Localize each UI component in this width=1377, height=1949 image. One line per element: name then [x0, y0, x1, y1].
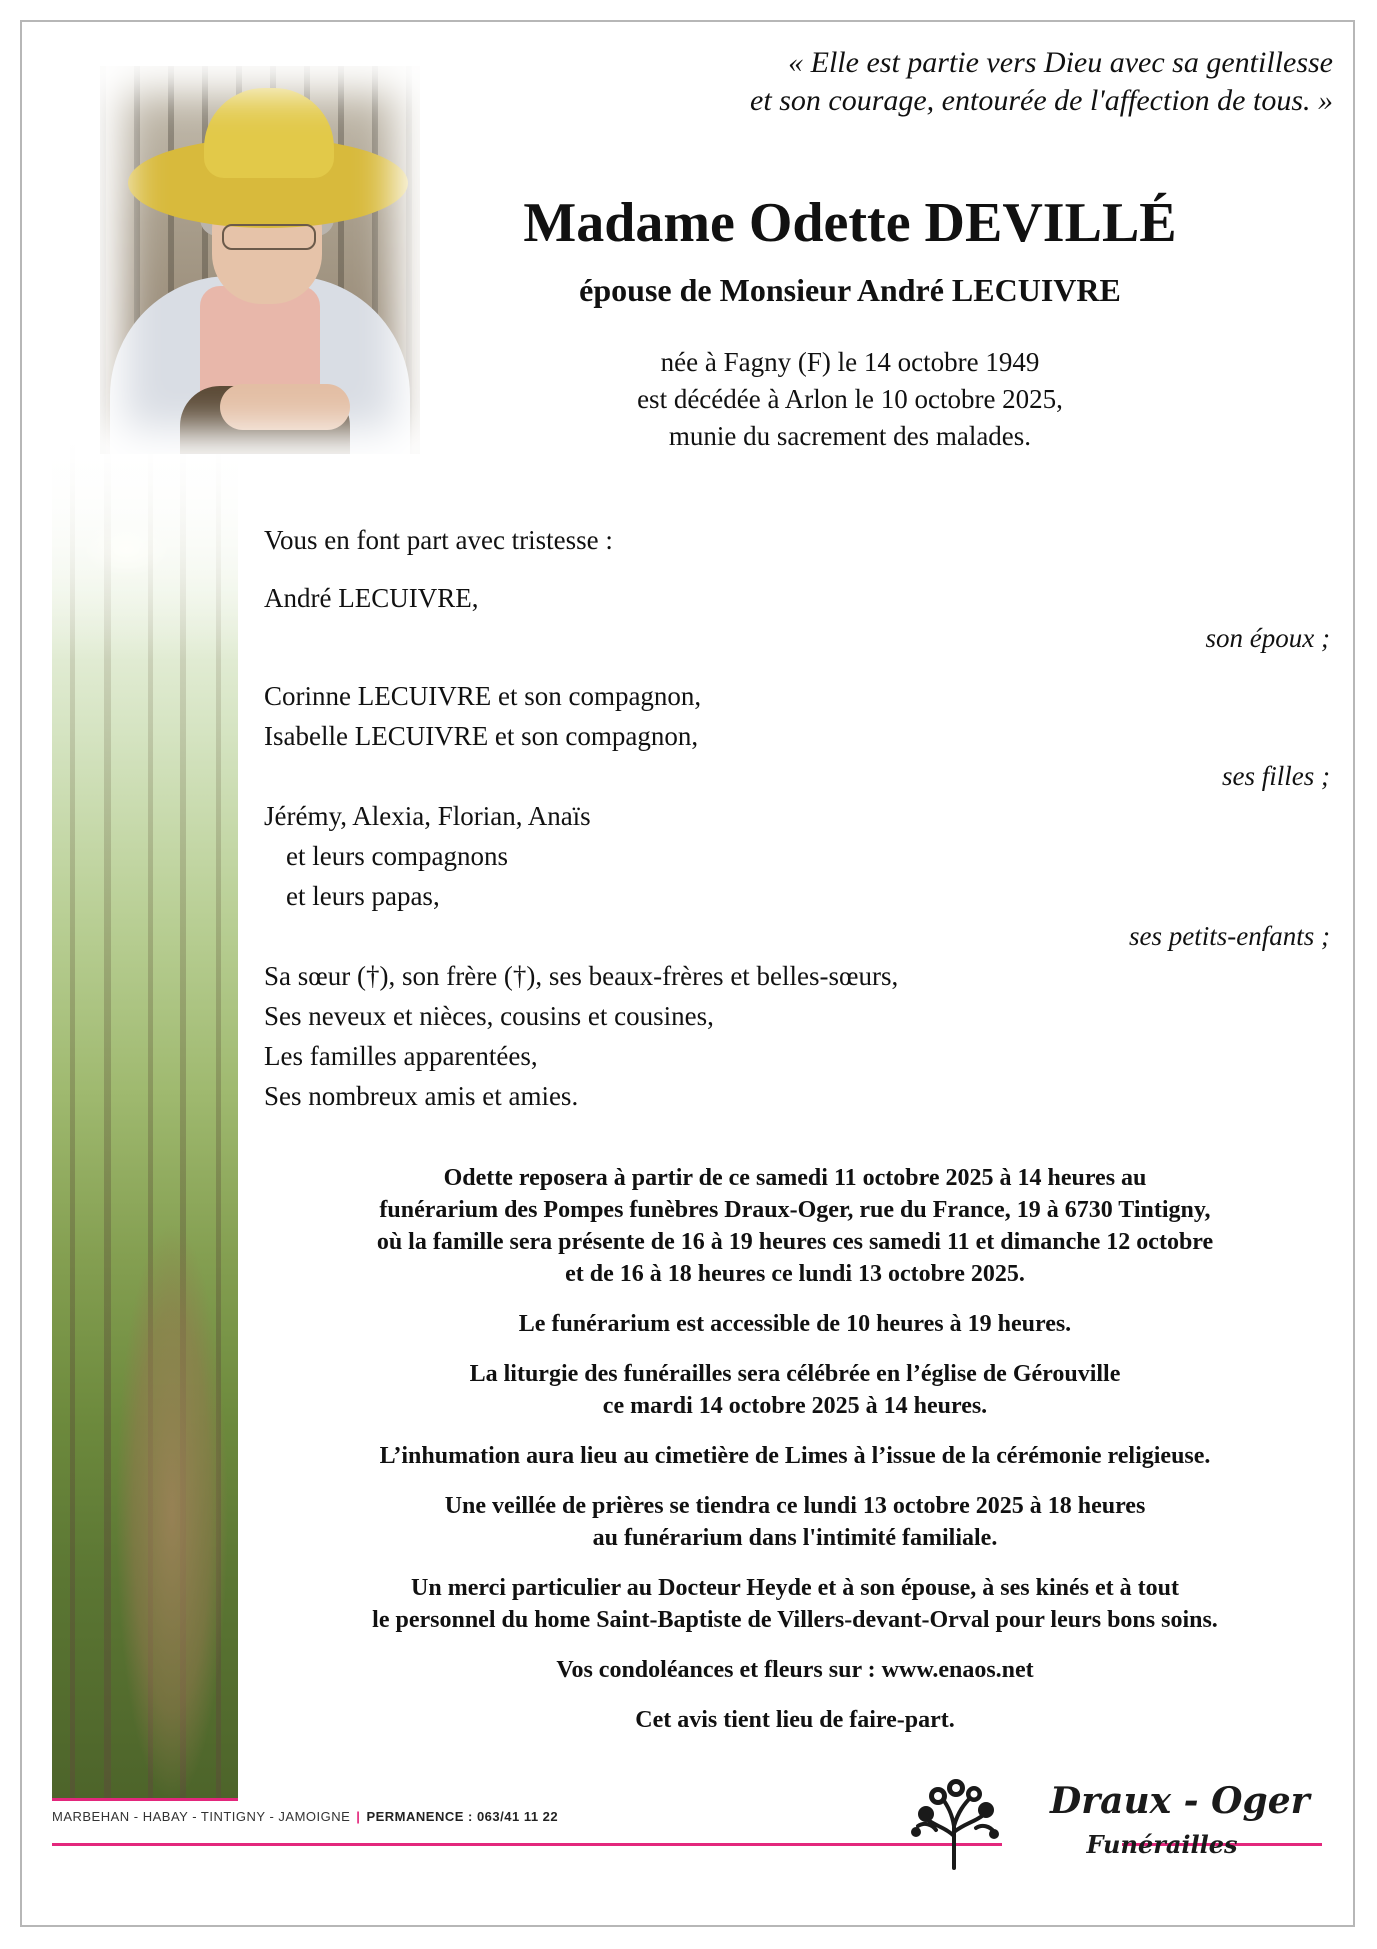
notice-line: Cet avis tient lieu de faire-part.	[635, 1707, 955, 1733]
portrait-photo	[100, 66, 420, 454]
notice-closing	[260, 1704, 1330, 1736]
notice-line: La liturgie des funérailles sera célébrée en l’église de Gérouville	[469, 1361, 1121, 1387]
tree-logo-icon	[906, 1776, 1002, 1872]
quote-line: « Elle est partie vers Dieu avec sa gentillesse	[788, 46, 1333, 79]
notice-liturgy	[260, 1358, 1330, 1422]
family-member: et leurs compagnons	[286, 841, 508, 871]
notice-thanks	[260, 1572, 1330, 1636]
family-member: Isabelle LECUIVRE et son compagnon,	[264, 721, 699, 751]
quote-line: et son courage, entourée de l'affection de tous. »	[750, 84, 1333, 117]
family-member: André LECUIVRE,	[264, 583, 479, 613]
relation-label: son époux ;	[1205, 623, 1330, 653]
notice-condolences	[260, 1654, 1330, 1686]
epitaph-quote	[573, 44, 1333, 120]
forest-accent-line	[52, 1798, 238, 1801]
notice-line: Le funérarium est accessible de 10 heures à 19 heures.	[518, 1311, 1072, 1337]
notice-burial	[260, 1440, 1330, 1472]
notice-line: et de 16 à 18 heures ce lundi 13 octobre 2025.	[565, 1261, 1025, 1287]
relation-label: ses petits-enfants ;	[1129, 921, 1330, 951]
relation-label: ses filles ;	[1222, 761, 1330, 791]
brand-subtitle: Funérailles	[1086, 1830, 1238, 1859]
notice-line: où la famille sera présente de 16 à 19 heures ces samedi 11 et dimanche 12 octobre	[376, 1229, 1214, 1255]
notice-vigil	[260, 1490, 1330, 1554]
deceased-name: Madame Odette DEVILLÉ	[523, 192, 1177, 254]
family-member: Corinne LECUIVRE et son compagnon,	[264, 681, 702, 711]
sacrament-line: munie du sacrement des malades.	[668, 421, 1032, 451]
birth-death-info	[460, 344, 1240, 455]
notice-line: L’inhumation aura lieu au cimetière de Limes à l’issue de la cérémonie religieuse.	[379, 1443, 1211, 1469]
forest-path-image	[52, 440, 238, 1800]
notice-line: Odette reposera à partir de ce samedi 11 octobre 2025 à 14 heures au	[443, 1165, 1147, 1191]
notice-line: au funérarium dans l'intimité familiale.	[592, 1525, 998, 1551]
notice-access	[260, 1308, 1330, 1340]
brand-name: Draux - Oger	[1050, 1780, 1310, 1822]
family-member: Sa sœur (†), son frère (†), ses beaux-frères et belles-sœurs,	[264, 961, 899, 991]
notice-line: le personnel du home Saint-Baptiste de Villers-devant-Orval pour leurs bons soins.	[372, 1607, 1218, 1633]
notice-line: Une veillée de prières se tiendra ce lundi 13 octobre 2025 à 18 heures	[444, 1493, 1146, 1519]
notice-rest	[260, 1162, 1330, 1290]
family-member: Jérémy, Alexia, Florian, Anaïs	[264, 801, 591, 831]
footer-permanence: PERMANENCE : 063/41 11 22	[366, 1809, 559, 1824]
spouse-line: épouse de Monsieur André LECUIVRE	[579, 272, 1121, 308]
family-member: Ses nombreux amis et amies.	[264, 1081, 579, 1111]
notice-line: Un merci particulier au Docteur Heyde et à son épouse, à ses kinés et à tout	[411, 1575, 1179, 1601]
notice-line: Vos condoléances et fleurs sur : www.enaos.net	[556, 1657, 1034, 1683]
family-member: Les familles apparentées,	[264, 1041, 538, 1071]
notice-line: ce mardi 14 octobre 2025 à 14 heures.	[602, 1393, 988, 1419]
notice-line: funérarium des Pompes funèbres Draux-Oger, rue du France, 19 à 6730 Tintigny,	[379, 1197, 1211, 1223]
death-line: est décédée à Arlon le 10 octobre 2025,	[637, 384, 1063, 414]
birth-line: née à Fagny (F) le 14 octobre 1949	[660, 347, 1040, 377]
family-member: et leurs papas,	[286, 881, 440, 911]
funeral-notice	[260, 1162, 1330, 1754]
footer-separator: |	[356, 1809, 361, 1824]
footer-cities-text: MARBEHAN - HABAY - TINTIGNY - JAMOIGNE	[52, 1809, 351, 1824]
family-list	[264, 520, 1334, 1116]
family-member: Ses neveux et nièces, cousins et cousines,	[264, 1001, 714, 1031]
family-intro: Vous en font part avec tristesse :	[264, 525, 613, 555]
footer-locations	[52, 1809, 558, 1824]
